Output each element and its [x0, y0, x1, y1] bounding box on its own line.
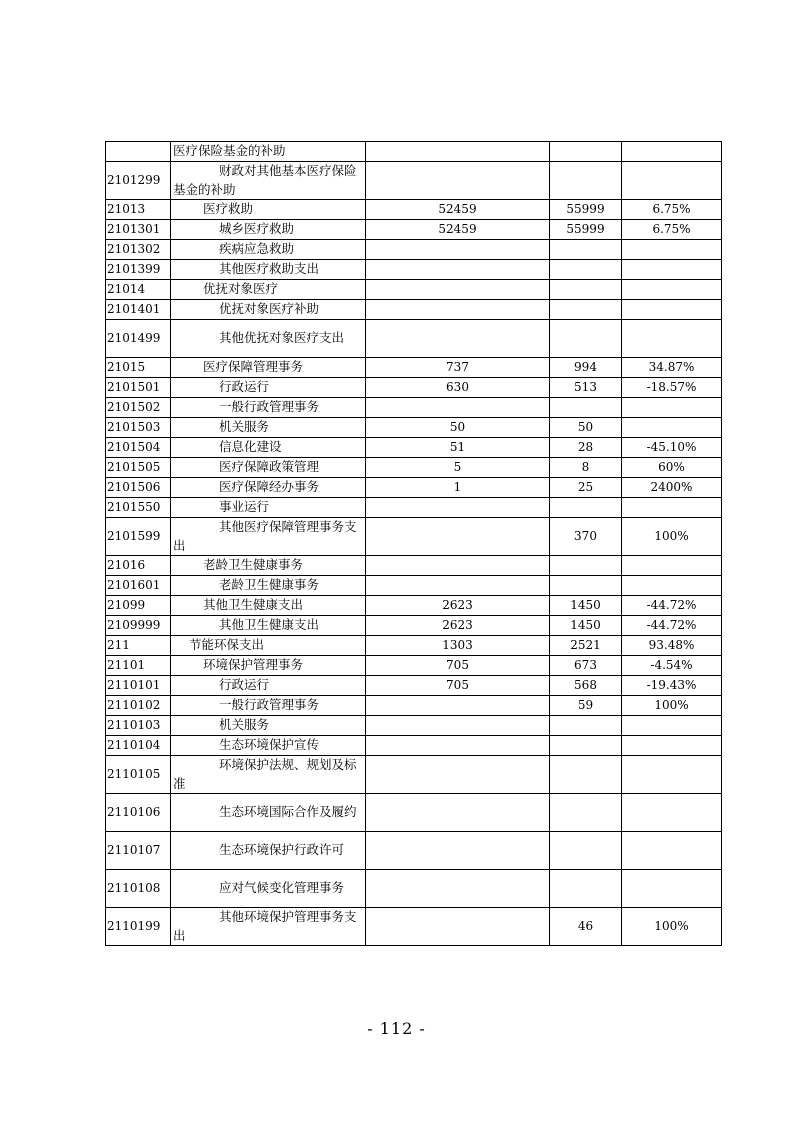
cell-current-amount: 46 [550, 908, 622, 946]
cell-current-amount: 370 [550, 518, 622, 556]
cell-prior-amount [366, 832, 550, 870]
cell-change-percent: 93.48% [622, 636, 722, 656]
cell-code: 2110101 [106, 676, 171, 696]
cell-item-name: 信息化建设 [171, 438, 366, 458]
cell-change-percent: -45.10% [622, 438, 722, 458]
cell-code: 2109999 [106, 616, 171, 636]
cell-item-name: 医疗保障政策管理 [171, 458, 366, 478]
cell-prior-amount [366, 398, 550, 418]
cell-prior-amount [366, 260, 550, 280]
cell-current-amount [550, 736, 622, 756]
cell-change-percent: -44.72% [622, 616, 722, 636]
cell-code: 2110104 [106, 736, 171, 756]
table-row [106, 220, 722, 240]
page-number: - 112 - [367, 1019, 426, 1038]
cell-prior-amount: 5 [366, 458, 550, 478]
cell-code: 2101299 [106, 162, 171, 200]
cell-item-name: 其他卫生健康支出 [171, 616, 366, 636]
cell-prior-amount: 52459 [366, 220, 550, 240]
cell-change-percent [622, 300, 722, 320]
cell-change-percent [622, 240, 722, 260]
cell-prior-amount: 705 [366, 676, 550, 696]
cell-code: 21013 [106, 200, 171, 220]
cell-change-percent [622, 418, 722, 438]
cell-code: 2110106 [106, 794, 171, 832]
cell-item-name: 优抚对象医疗 [171, 280, 366, 300]
cell-current-amount: 673 [550, 656, 622, 676]
cell-item-name: 环境保护法规、规划及标准 [171, 756, 366, 794]
table-row [106, 756, 722, 794]
table-row [106, 832, 722, 870]
cell-item-name: 其他环境保护管理事务支出 [171, 908, 366, 946]
cell-change-percent [622, 260, 722, 280]
cell-prior-amount: 52459 [366, 200, 550, 220]
cell-prior-amount [366, 794, 550, 832]
cell-current-amount [550, 576, 622, 596]
cell-current-amount: 568 [550, 676, 622, 696]
cell-code: 2101401 [106, 300, 171, 320]
cell-current-amount: 8 [550, 458, 622, 478]
cell-item-name: 机关服务 [171, 716, 366, 736]
cell-prior-amount [366, 280, 550, 300]
cell-current-amount [550, 300, 622, 320]
cell-change-percent [622, 716, 722, 736]
cell-item-name: 医疗保障经办事务 [171, 478, 366, 498]
cell-change-percent [622, 498, 722, 518]
table-body [106, 142, 722, 946]
cell-prior-amount [366, 162, 550, 200]
cell-change-percent [622, 736, 722, 756]
cell-change-percent: 6.75% [622, 200, 722, 220]
cell-change-percent [622, 320, 722, 358]
cell-prior-amount [366, 696, 550, 716]
cell-code: 2101506 [106, 478, 171, 498]
table-row [106, 676, 722, 696]
cell-code: 2101302 [106, 240, 171, 260]
cell-current-amount: 2521 [550, 636, 622, 656]
cell-change-percent: -19.43% [622, 676, 722, 696]
table-row [106, 478, 722, 498]
cell-code: 2101550 [106, 498, 171, 518]
cell-item-name: 事业运行 [171, 498, 366, 518]
cell-change-percent [622, 576, 722, 596]
cell-current-amount [550, 162, 622, 200]
table-row [106, 358, 722, 378]
cell-current-amount [550, 320, 622, 358]
cell-code: 2101601 [106, 576, 171, 596]
cell-change-percent: 100% [622, 518, 722, 556]
table-row [106, 576, 722, 596]
cell-change-percent: 6.75% [622, 220, 722, 240]
cell-item-name: 生态环境保护行政许可 [171, 832, 366, 870]
cell-code: 21014 [106, 280, 171, 300]
table-row [106, 736, 722, 756]
cell-prior-amount [366, 756, 550, 794]
table-row [106, 260, 722, 280]
table-row [106, 398, 722, 418]
cell-code: 2101301 [106, 220, 171, 240]
cell-prior-amount [366, 736, 550, 756]
cell-current-amount: 55999 [550, 200, 622, 220]
cell-item-name: 行政运行 [171, 378, 366, 398]
cell-change-percent: 2400% [622, 478, 722, 498]
cell-item-name: 老龄卫生健康事务 [171, 556, 366, 576]
table-row [106, 870, 722, 908]
cell-change-percent: -4.54% [622, 656, 722, 676]
cell-code: 2101599 [106, 518, 171, 556]
cell-item-name: 节能环保支出 [171, 636, 366, 656]
table-row [106, 596, 722, 616]
cell-code: 2110108 [106, 870, 171, 908]
table-row [106, 794, 722, 832]
cell-item-name: 环境保护管理事务 [171, 656, 366, 676]
table-row [106, 162, 722, 200]
table-row [106, 908, 722, 946]
cell-item-name: 行政运行 [171, 676, 366, 696]
table-row [106, 696, 722, 716]
cell-code: 21016 [106, 556, 171, 576]
budget-table [105, 141, 722, 946]
cell-current-amount [550, 756, 622, 794]
cell-change-percent: -18.57% [622, 378, 722, 398]
cell-current-amount: 55999 [550, 220, 622, 240]
table-row [106, 636, 722, 656]
cell-change-percent [622, 398, 722, 418]
cell-change-percent [622, 556, 722, 576]
cell-change-percent: 100% [622, 908, 722, 946]
cell-current-amount [550, 398, 622, 418]
cell-code: 2101399 [106, 260, 171, 280]
cell-prior-amount: 705 [366, 656, 550, 676]
cell-change-percent [622, 832, 722, 870]
cell-change-percent [622, 280, 722, 300]
cell-code: 2101501 [106, 378, 171, 398]
table-row [106, 458, 722, 478]
cell-code [106, 142, 171, 162]
cell-item-name: 其他优抚对象医疗支出 [171, 320, 366, 358]
cell-code: 21015 [106, 358, 171, 378]
cell-prior-amount [366, 716, 550, 736]
cell-current-amount: 994 [550, 358, 622, 378]
cell-item-name: 财政对其他基本医疗保险基金的补助 [171, 162, 366, 200]
cell-prior-amount [366, 300, 550, 320]
cell-code: 21099 [106, 596, 171, 616]
cell-code: 211 [106, 636, 171, 656]
cell-change-percent [622, 162, 722, 200]
cell-prior-amount: 51 [366, 438, 550, 458]
table-row [106, 716, 722, 736]
cell-change-percent [622, 756, 722, 794]
cell-code: 2110107 [106, 832, 171, 870]
cell-current-amount: 59 [550, 696, 622, 716]
cell-change-percent [622, 870, 722, 908]
cell-code: 2101503 [106, 418, 171, 438]
cell-current-amount [550, 498, 622, 518]
cell-item-name: 优抚对象医疗补助 [171, 300, 366, 320]
cell-item-name: 一般行政管理事务 [171, 398, 366, 418]
table-row [106, 200, 722, 220]
cell-current-amount [550, 832, 622, 870]
cell-item-name: 其他卫生健康支出 [171, 596, 366, 616]
cell-item-name: 医疗保险基金的补助 [171, 142, 366, 162]
cell-item-name: 医疗保障管理事务 [171, 358, 366, 378]
cell-change-percent: 34.87% [622, 358, 722, 378]
table-row [106, 616, 722, 636]
table-row [106, 300, 722, 320]
cell-current-amount [550, 794, 622, 832]
cell-prior-amount [366, 240, 550, 260]
cell-change-percent: 60% [622, 458, 722, 478]
cell-code: 2110199 [106, 908, 171, 946]
cell-current-amount [550, 716, 622, 736]
table-row [106, 656, 722, 676]
table-row [106, 498, 722, 518]
cell-current-amount [550, 556, 622, 576]
cell-item-name: 其他医疗救助支出 [171, 260, 366, 280]
cell-code: 2110102 [106, 696, 171, 716]
cell-code: 2110103 [106, 716, 171, 736]
cell-code: 2101499 [106, 320, 171, 358]
cell-code: 2101505 [106, 458, 171, 478]
cell-current-amount [550, 240, 622, 260]
cell-code: 21101 [106, 656, 171, 676]
cell-prior-amount: 2623 [366, 616, 550, 636]
cell-prior-amount [366, 556, 550, 576]
cell-current-amount: 513 [550, 378, 622, 398]
table-row [106, 518, 722, 556]
cell-prior-amount [366, 320, 550, 358]
cell-item-name: 医疗救助 [171, 200, 366, 220]
cell-item-name: 一般行政管理事务 [171, 696, 366, 716]
cell-current-amount [550, 280, 622, 300]
cell-change-percent: 100% [622, 696, 722, 716]
cell-prior-amount: 737 [366, 358, 550, 378]
cell-item-name: 疾病应急救助 [171, 240, 366, 260]
cell-prior-amount [366, 908, 550, 946]
cell-current-amount: 28 [550, 438, 622, 458]
cell-prior-amount: 2623 [366, 596, 550, 616]
table-row [106, 556, 722, 576]
cell-change-percent [622, 794, 722, 832]
cell-change-percent: -44.72% [622, 596, 722, 616]
table-row [106, 438, 722, 458]
cell-current-amount [550, 870, 622, 908]
cell-prior-amount: 630 [366, 378, 550, 398]
cell-prior-amount [366, 498, 550, 518]
cell-current-amount [550, 260, 622, 280]
cell-current-amount: 1450 [550, 596, 622, 616]
cell-prior-amount [366, 518, 550, 556]
cell-item-name: 其他医疗保障管理事务支出 [171, 518, 366, 556]
table-row [106, 280, 722, 300]
cell-current-amount [550, 142, 622, 162]
table-row [106, 320, 722, 358]
cell-code: 2101504 [106, 438, 171, 458]
cell-item-name: 城乡医疗救助 [171, 220, 366, 240]
cell-prior-amount [366, 870, 550, 908]
cell-current-amount: 1450 [550, 616, 622, 636]
cell-code: 2110105 [106, 756, 171, 794]
table-row [106, 240, 722, 260]
cell-item-name: 生态环境国际合作及履约 [171, 794, 366, 832]
cell-prior-amount: 1303 [366, 636, 550, 656]
cell-prior-amount: 50 [366, 418, 550, 438]
cell-prior-amount [366, 142, 550, 162]
cell-prior-amount [366, 576, 550, 596]
cell-change-percent [622, 142, 722, 162]
cell-current-amount: 50 [550, 418, 622, 438]
cell-prior-amount: 1 [366, 478, 550, 498]
cell-current-amount: 25 [550, 478, 622, 498]
table-row [106, 142, 722, 162]
cell-item-name: 生态环境保护宣传 [171, 736, 366, 756]
cell-item-name: 机关服务 [171, 418, 366, 438]
table-row [106, 378, 722, 398]
table-row [106, 418, 722, 438]
cell-item-name: 应对气候变化管理事务 [171, 870, 366, 908]
cell-item-name: 老龄卫生健康事务 [171, 576, 366, 596]
cell-code: 2101502 [106, 398, 171, 418]
